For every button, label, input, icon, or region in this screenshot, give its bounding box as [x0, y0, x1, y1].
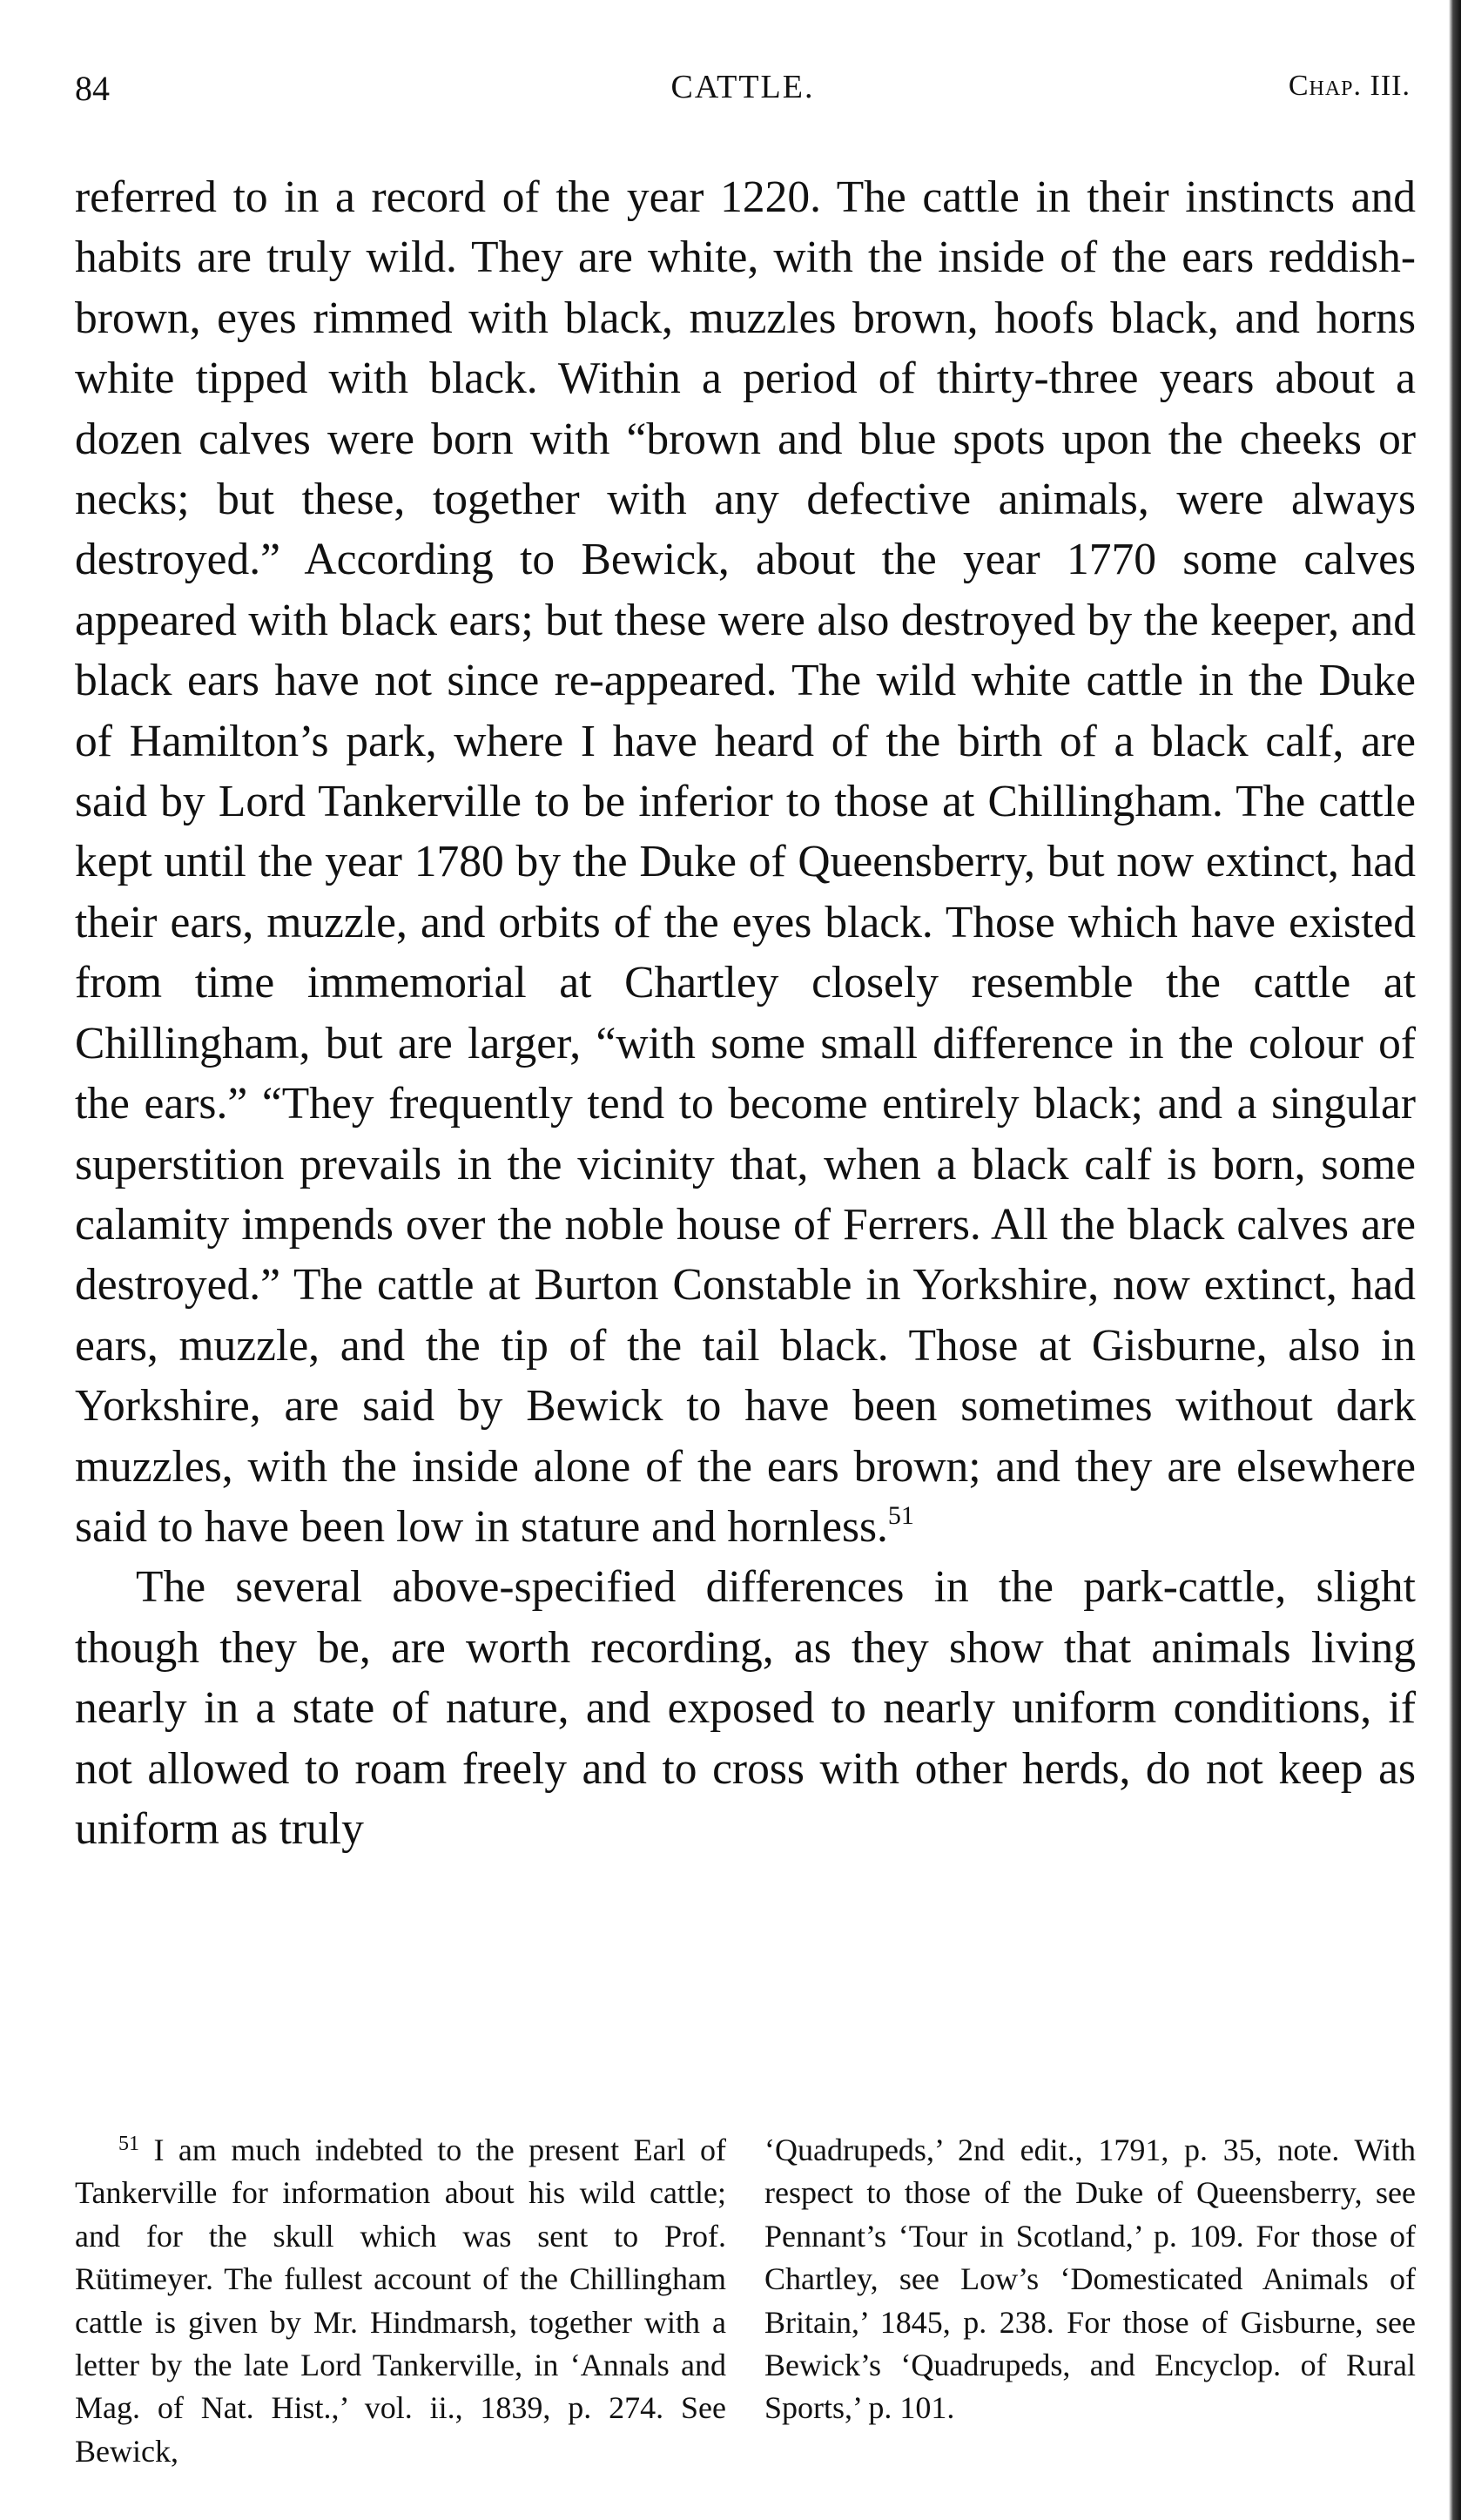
paragraph-2: The several above-specified differences in the park-cattle, slight though they be, are worth recording, as they show that animals living nearly in a state of nature, and exposed to nearly uniform conditions, if not allowed to roam freely and to cross with other herds, do not keep as uniform as truly — [75, 1562, 1416, 1854]
footnote-column-right — [764, 2129, 1416, 2473]
page-number: 84 — [75, 69, 110, 108]
paragraph-1 — [75, 167, 1416, 1557]
footnote-left-text — [75, 2129, 726, 2473]
page-edge-shadow — [1449, 0, 1461, 2520]
running-title: CATTLE. — [670, 69, 815, 105]
footnote-left-body: I am much indebted to the present Earl of Tankerville for information about his wild cattle; and for the skull which was sent to Prof. Rütimeyer. The fullest account of the Chillingham cattle is given by Mr. Hindmarsh, together with a letter by the late Lord Tankerville, in ‘Annals and Mag. of Nat. Hist.,’ vol. ii., 1839, p. 274. See Bewick, — [75, 2133, 727, 2469]
chapter-label: Chap. III. — [1288, 70, 1411, 102]
footnote-block — [75, 2129, 1416, 2473]
footnote-reference: 51 — [887, 1500, 914, 1530]
footnote-column-left — [75, 2129, 726, 2473]
running-header — [75, 68, 1411, 120]
footnote-number: 51 — [118, 2133, 139, 2155]
paragraph-1-text: referred to in a record of the year 1220. The cattle in their instincts and habits are truly wild. They are white, with the inside of the ears reddish-brown, eyes rimmed with black, muzzles brown, hoofs black, and horns white tipped with black. Within a period of thirty-three years about a dozen calves were born with “brown and blue spots upon the cheeks or necks; but these, together with any defective animals, were always destroyed.” According to Bewick, about the year 1770 some calves appeared with black ears; but these were also destroyed by the keeper, and black ears have not since re-appeared. The wild white cattle in the Duke of Hamilton’s park, where I have heard of the birth of a black calf, are said by Lord Tankerville to be inferior to those at Chillingham. The cattle kept until the year 1780 by the Duke of Queensberry, but now extinct, had their ears, muzzle, and orbits of the eyes black. Those which have existed from time immemorial at Chartley closely resemble the cattle at Chillingham, but are larger, “with some small difference in the colour of the ears.” “They frequently tend to become entirely black; and a singular superstition prevails in the vicinity that, when a black calf is born, some calamity impends over the noble house of Ferrers. All the black calves are destroyed.” The cattle at Burton Constable in Yorkshire, now extinct, had ears, muzzle, and the tip of the tail black. Those at Gisburne, also in Yorkshire, are said by Bewick to have been sometimes without dark muzzles, with the inside alone of the ears brown; and they are elsewhere said to have been low in stature and hornless. — [75, 172, 1416, 1552]
footnote-right-text: ‘Quadrupeds,’ 2nd edit., 1791, p. 35, note. With respect to those of the Duke of Queensberry, see Pennant’s ‘Tour in Scotland,’ p. 109. For those of Chartley, see Low’s ‘Domesticated Animals of Britain,’ 1845, p. 238. For those of Gisburne, see Bewick’s ‘Quadrupeds, and Encyclop. of Rural Sports,’ p. 101. — [764, 2133, 1416, 2426]
main-text — [75, 167, 1416, 1859]
